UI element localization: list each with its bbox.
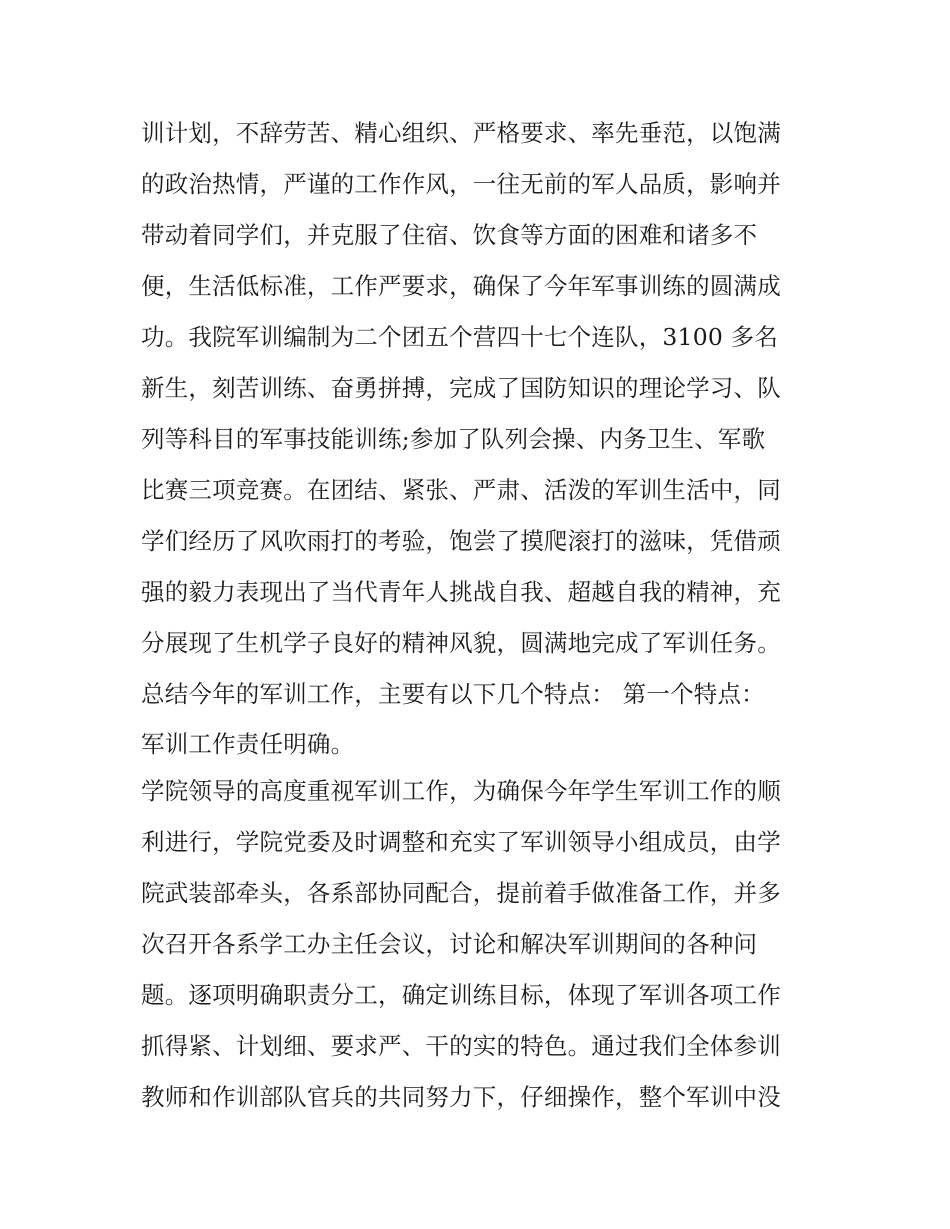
text-line: 便，生活低标准，工作严要求，确保了今年军事训练的圆满成 [141,272,781,300]
text-line: 比赛三项竞赛。在团结、紧张、严肃、活泼的军训生活中，同 [141,476,781,504]
text-line: 分展现了生机学子良好的精神风貌，圆满地完成了军训任务。 [141,629,781,657]
text-line: 院武装部牵头，各系部协同配合，提前着手做准备工作，并多 [141,879,781,907]
paragraph-1 [141,108,821,768]
text-line: 次召开各系学工办主任会议，讨论和解决军训期间的各种问 [141,930,758,958]
text-line: 功。我院军训编制为二个团五个营四十七个连队，3100 多名 [141,323,779,351]
text-line: 利进行，学院党委及时调整和充实了军训领导小组成员，由学 [141,828,781,856]
text-line: 军训工作责任明确。 [141,730,355,758]
paragraph-2 [141,766,821,1123]
text-line: 抓得紧、计划细、要求严、干的实的特色。通过我们全体参训 [141,1032,781,1060]
text-line: 强的毅力表现出了当代青年人挑战自我、超越自我的精神，充 [141,578,781,606]
text-line: 新生，刻苦训练、奋勇拼搏，完成了国防知识的理论学习、队 [141,374,781,402]
text-line: 教师和作训部队官兵的共同努力下，仔细操作，整个军训中没 [141,1083,781,1111]
text-line: 的政治热情，严谨的工作作风，一往无前的军人品质，影响并 [141,170,781,198]
text-line: 题。逐项明确职责分工，确定训练目标，体现了军训各项工作 [141,981,781,1009]
text-line: 带动着同学们，并克服了住宿、饮食等方面的困难和诸多不 [141,221,758,249]
text-line: 学院领导的高度重视军训工作，为确保今年学生军训工作的顺 [141,777,781,805]
text-line: 列等科目的军事技能训练;参加了队列会操、内务卫生、军歌 [141,425,766,453]
text-line: 学们经历了风吹雨打的考验，饱尝了摸爬滚打的滋味，凭借顽 [141,527,781,555]
text-line: 总结今年的军训工作，主要有以下几个特点： 第一个特点： [141,680,765,708]
text-line: 训计划，不辞劳苦、精心组织、严格要求、率先垂范，以饱满 [141,119,781,147]
